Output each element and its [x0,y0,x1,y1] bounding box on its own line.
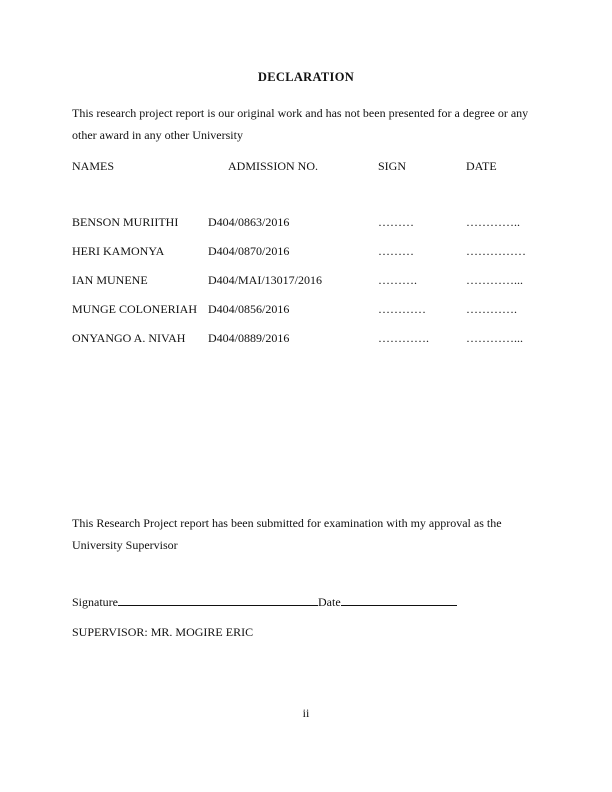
student-name: MUNGE COLONERIAH [72,302,197,316]
admission-number: D404/0889/2016 [208,331,290,345]
date-dots: …………… [466,244,526,258]
table-header-row [72,159,540,173]
table-row [72,273,540,287]
column-header-names: NAMES [72,159,115,173]
admission-number: D404/0870/2016 [208,244,290,258]
signature-label: Signature [72,595,118,609]
table-row [72,244,540,258]
sign-dots: ……… [378,215,414,229]
admission-number: D404/0856/2016 [208,302,290,316]
page-number: ii [302,706,310,720]
admission-number: D404/MAI/13017/2016 [208,273,322,287]
date-dots: …………... [466,331,523,345]
date-dots: ………….. [466,215,520,229]
date-blank-line [341,593,457,606]
sign-dots: …………. [378,331,429,345]
date-dots: …………. [466,302,517,316]
table-row [72,215,540,229]
sign-dots: ………… [378,302,426,316]
sign-dots: ………. [378,273,417,287]
admission-number: D404/0863/2016 [208,215,290,229]
student-name: ONYANGO A. NIVAH [72,331,186,345]
date-label: Date [318,595,341,609]
intro-paragraph: This research project report is our original work and has not been presented for a degree or any other award in any other University [72,106,529,142]
column-header-admission: ADMISSION NO. [228,159,319,173]
table-row [72,331,540,345]
student-name: IAN MUNENE [72,273,148,287]
approval-paragraph: This Research Project report has been submitted for examination with my approval as the University Supervisor [72,516,502,552]
page-title: DECLARATION [257,70,355,84]
column-header-sign: SIGN [378,159,407,173]
signature-blank-line [118,593,318,606]
supervisor-line: SUPERVISOR: MR. MOGIRE ERIC [72,625,254,639]
table-row [72,302,540,316]
student-name: BENSON MURIITHI [72,215,179,229]
column-header-date: DATE [466,159,497,173]
signature-row [72,593,540,609]
date-dots: …………... [466,273,523,287]
student-name: HERI KAMONYA [72,244,165,258]
sign-dots: ……… [378,244,414,258]
